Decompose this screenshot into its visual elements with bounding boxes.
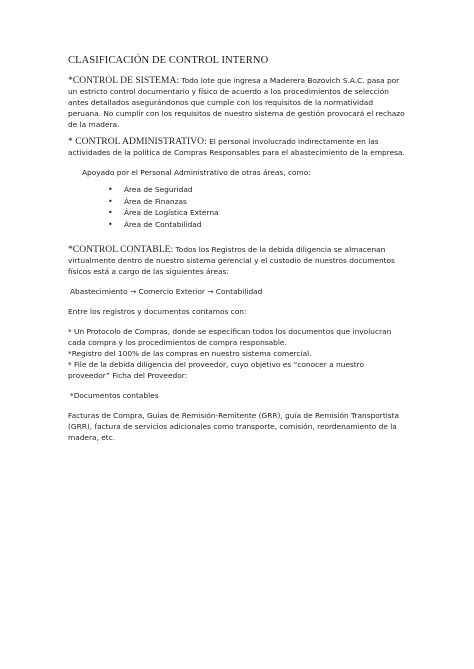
apoyo-intro: Apoyado por el Personal Administrativo de otras áreas, como: xyxy=(82,168,311,177)
control-contable-paragraph xyxy=(68,244,408,277)
control-contable-text: Todos los Registros de la debida diligencia se almacenan virtualmente dentro de nuestro sistema gerencial y el custodio de nuestros documentos físicos está a cargo de las siguientes áreas: xyxy=(68,245,395,276)
areas-list xyxy=(68,184,408,230)
document-title: CLASIFICACIÓN DE CONTROL INTERNO xyxy=(68,55,269,66)
control-sistema-paragraph xyxy=(68,75,408,130)
custody-flow: Abastecimiento → Comercio Exterior → Contabilidad xyxy=(70,287,263,296)
control-administrativo-paragraph xyxy=(68,136,408,158)
control-administrativo-text: El personal involucrado indirectamente en las actividades de la política de Compras Responsables para el abastecimiento de la empresa. xyxy=(68,137,405,157)
document-body xyxy=(68,54,408,443)
documentos-contables-text: Facturas de Compra, Guías de Remisión-Remitente (GRR), guía de Remisión Transportista (GRR), factura de servicios adicionales como transporte, comisión, reordenamiento de la madera, etc. xyxy=(68,411,400,442)
bullet-icon: • xyxy=(108,208,113,217)
control-contable-label: *CONTROL CONTABLE: xyxy=(68,244,174,255)
registro-item-protocolo: * Un Protocolo de Compras, donde se especifican todos los documentos que involucran cada compra y los procedimientos de compra responsable. xyxy=(68,327,392,347)
control-administrativo-label: * CONTROL ADMINISTRATIVO: xyxy=(68,136,207,147)
list-item: • Área de Seguridad xyxy=(108,185,193,194)
registro-item-compras: *Registro del 100% de las compras en nuestro sistema comercial. xyxy=(68,349,312,358)
list-item: • Área de Contabilidad xyxy=(108,219,202,229)
list-item: • Área de Logística Externa xyxy=(108,208,219,217)
registros-intro: Entre los registros y documentos contamos con: xyxy=(68,307,247,316)
bullet-icon: • xyxy=(108,196,113,206)
bullet-icon: • xyxy=(108,185,113,194)
control-sistema-text: Todo lote que ingresa a Maderera Bozovich S.A.C. pasa por un estricto control documentario y físico de acuerdo a los procedimientos de selección antes detallados asegurándonos que cumple con los requisitos de la normatividad peruana. No cumplir con los requisitos de nuestro sistema de gestión provocará el rechazo de la madera. xyxy=(68,76,405,129)
registro-item-file: * File de la debida diligencia del proveedor, cuyo objetivo es “conocer a nuestro proveedor” Ficha del Proveedor: xyxy=(68,360,365,380)
control-sistema-label: *CONTROL DE SISTEMA: xyxy=(68,75,180,86)
documentos-contables-label: *Documentos contables xyxy=(70,391,159,400)
list-item: • Área de Finanzas xyxy=(108,196,187,206)
bullet-icon: • xyxy=(108,219,113,229)
